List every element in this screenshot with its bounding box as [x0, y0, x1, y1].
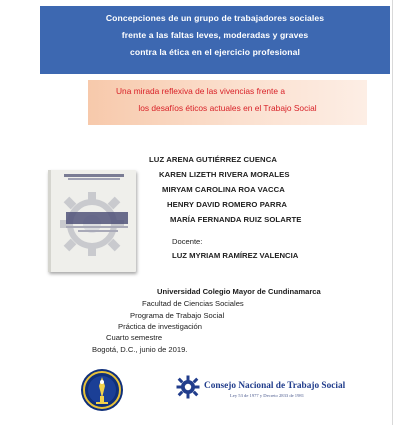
university-seal-icon: [80, 368, 124, 412]
title-banner: [40, 6, 390, 74]
book-spine: [48, 170, 51, 272]
book-cover-text-line: [78, 230, 118, 232]
gear-logo-icon: [176, 375, 200, 399]
program-name: Programa de Trabajo Social: [130, 311, 225, 320]
cnts-name: Consejo Nacional de Trabajo Social: [204, 381, 346, 391]
author-1: LUZ ARENA GUTIÉRREZ CUENCA: [149, 155, 278, 164]
page-edge-rule: [392, 0, 393, 425]
author-3: MIRYAM CAROLINA ROA VACCA: [162, 185, 285, 194]
title-line-1: Concepciones de un grupo de trabajadores sociales: [105, 13, 325, 23]
cnts-law-reference: Ley 53 de 1977 y Decreto 2833 de 1981: [230, 393, 304, 398]
semester: Cuarto semestre: [106, 333, 163, 342]
docente-name: LUZ MYRIAM RAMÍREZ VALENCIA: [172, 251, 299, 260]
author-5: MARÍA FERNANDA RUIZ SOLARTE: [170, 215, 302, 224]
university-name: Universidad Colegio Mayor de Cundinamarca: [157, 287, 321, 296]
title-line-2: frente a las faltas leves, moderadas y graves: [121, 30, 309, 40]
docente-label: Docente:: [172, 237, 203, 246]
place-date: Bogotá, D.C., junio de 2019.: [92, 345, 188, 354]
subtitle-line-2: los desafíos éticos actuales en el Trabajo Social: [138, 103, 317, 113]
book-cover-header: [64, 174, 124, 177]
faculty-name: Facultad de Ciencias Sociales: [142, 299, 244, 308]
course-name: Práctica de investigación: [118, 322, 202, 331]
title-line-3: contra la ética en el ejercicio profesional: [129, 47, 301, 57]
author-2: KAREN LIZETH RIVERA MORALES: [159, 170, 290, 179]
author-4: HENRY DAVID ROMERO PARRA: [167, 200, 287, 209]
book-cover-text-line: [66, 226, 128, 228]
subtitle-banner: [88, 80, 367, 125]
subtitle-line-1: Una mirada reflexiva de las vivencias frente a: [116, 86, 285, 96]
book-cover-image: [48, 170, 136, 272]
book-cover-title-block: [66, 212, 128, 224]
book-cover-subheader: [68, 178, 120, 180]
